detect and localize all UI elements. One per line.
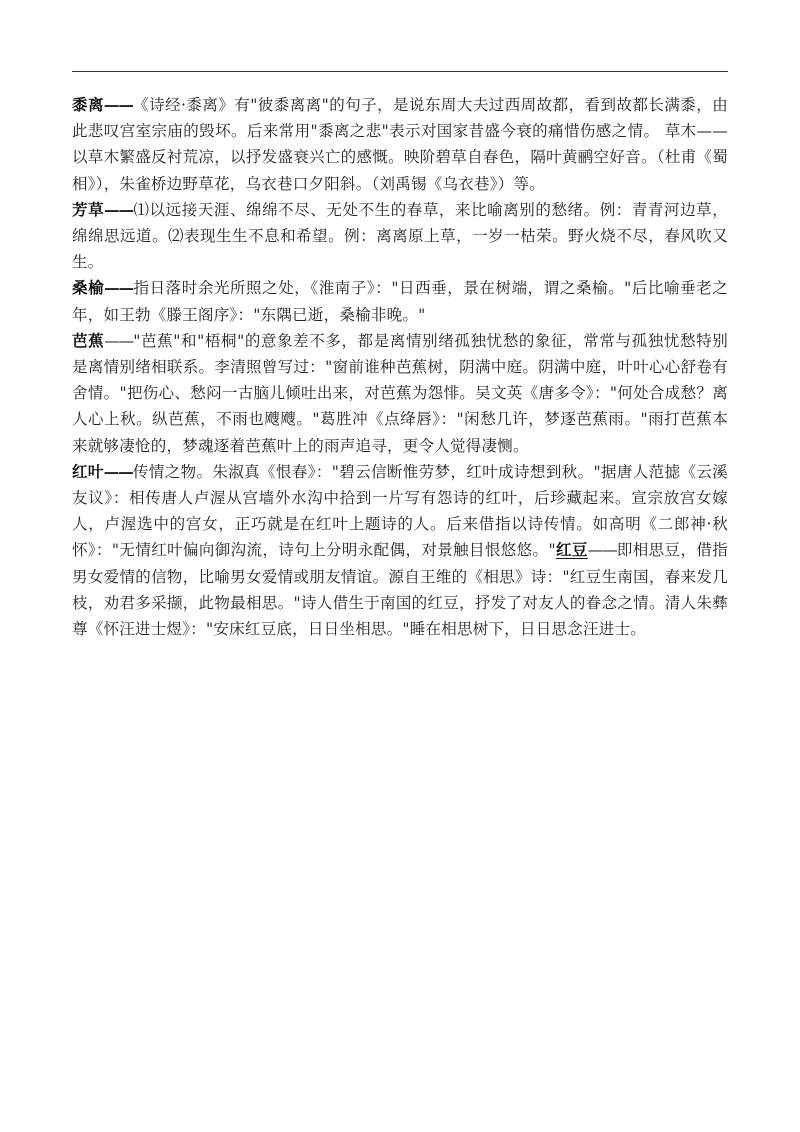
entry-hongye — [72, 459, 728, 642]
term-sangyu: 桑榆 — [72, 279, 105, 298]
term-bajiao: 芭蕉 — [72, 331, 105, 350]
term-fangcao: 芳草 — [72, 200, 105, 219]
term-dash: —— — [104, 279, 134, 298]
entry-text-sangyu: 指日落时余光所照之处，《淮南子》："日西垂，景在树端，谓之桑榆。"后比喻垂老之年，如王勃《滕王阁序》："东隅已逝，桑榆非晚。" — [72, 279, 728, 324]
entry-text-bajiao: "芭蕉"和"梧桐"的意象差不多，都是离情别绪孤独忧愁的象征，常常与孤独忧愁特别是离情别绪相联系。李清照曾写过："窗前谁种芭蕉树，阴满中庭。阴满中庭，叶叶心心舒卷有舍情。"把伤心、愁闷一古脑儿倾吐出来，对芭蕉为怨悱。吴文英《唐多令》："何处合成愁？离人心上秋。纵芭蕉，不雨也飕飕。"葛胜冲《点绛唇》："闲愁几许，梦逐芭蕉雨。"雨打芭蕉本来就够凄怆的，梦魂逐着芭蕉叶上的雨声追寻，更令人觉得凄恻。 — [72, 331, 728, 455]
entry-text-fangcao: ⑴以远接天涯、绵绵不尽、无处不生的春草，来比喻离别的愁绪。例：青青河边草，绵绵思远道。⑵表现生生不息和希望。例：离离原上草，一岁一枯荣。野火烧不尽，春风吹又生。 — [72, 200, 728, 272]
entry-text-hongdou: 即相思豆，借指男女爱情的信物，比喻男女爱情或朋友情谊。源自王维的《相思》诗："红豆生南国，春来发几枝，劝君多采撷，此物最相思。"诗人借生于南国的红豆，抒发了对友人的眷念之情。清人朱彝尊《怀汪进士煜》："安床红豆底，日日坐相思。"睡在相思树下，日日思念汪进士。 — [72, 541, 728, 639]
entry-bajiao — [72, 328, 728, 459]
term-dash: —— — [103, 462, 133, 481]
entry-text-shuli: 《诗经·黍离》有"彼黍离离"的句子，是说东周大夫过西周故都，看到故都长满黍，由此悲叹宫室宗庙的毁坏。后来常用"黍离之悲"表示对国家昔盛今衰的痛惜伤感之情。 草木——以草木繁盛反衬荒凉，以抒发盛衰兴亡的感慨。映阶碧草自春色，隔叶黄鹂空好音。（杜甫《蜀相》），朱雀桥边野草花，乌衣巷口夕阳斜。（刘禹锡《乌衣巷》）等。 — [72, 96, 728, 193]
entry-fangcao — [72, 197, 728, 276]
term-hongdou: 红豆 — [555, 541, 588, 560]
term-dash: —— — [587, 541, 617, 560]
entry-shuli — [72, 92, 728, 197]
term-hongye: 红叶 — [72, 462, 104, 481]
entry-sangyu — [72, 275, 728, 327]
term-shuli: 黍离 — [72, 96, 104, 114]
term-dash: —— — [104, 331, 134, 350]
term-dash: —— — [103, 96, 133, 114]
entry-text-hongye: 传情之物。朱淑真《恨春》："碧云信断惟劳梦，红叶成诗想到秋。"据唐人范摅《云溪友议》：相传唐人卢渥从宫墙外水沟中拾到一片写有怨诗的红叶，后珍藏起来。宣宗放宫女嫁人，卢渥选中的宫女，正巧就是在红叶上题诗的人。后来借指以诗传情。如高明《二郎神·秋怀》："无情红叶偏向御沟流，诗句上分明永配偶，对景触目恨悠悠。" — [72, 462, 728, 560]
term-dash: —— — [104, 200, 134, 219]
glossary-body — [72, 92, 728, 642]
header-rule — [72, 71, 728, 72]
